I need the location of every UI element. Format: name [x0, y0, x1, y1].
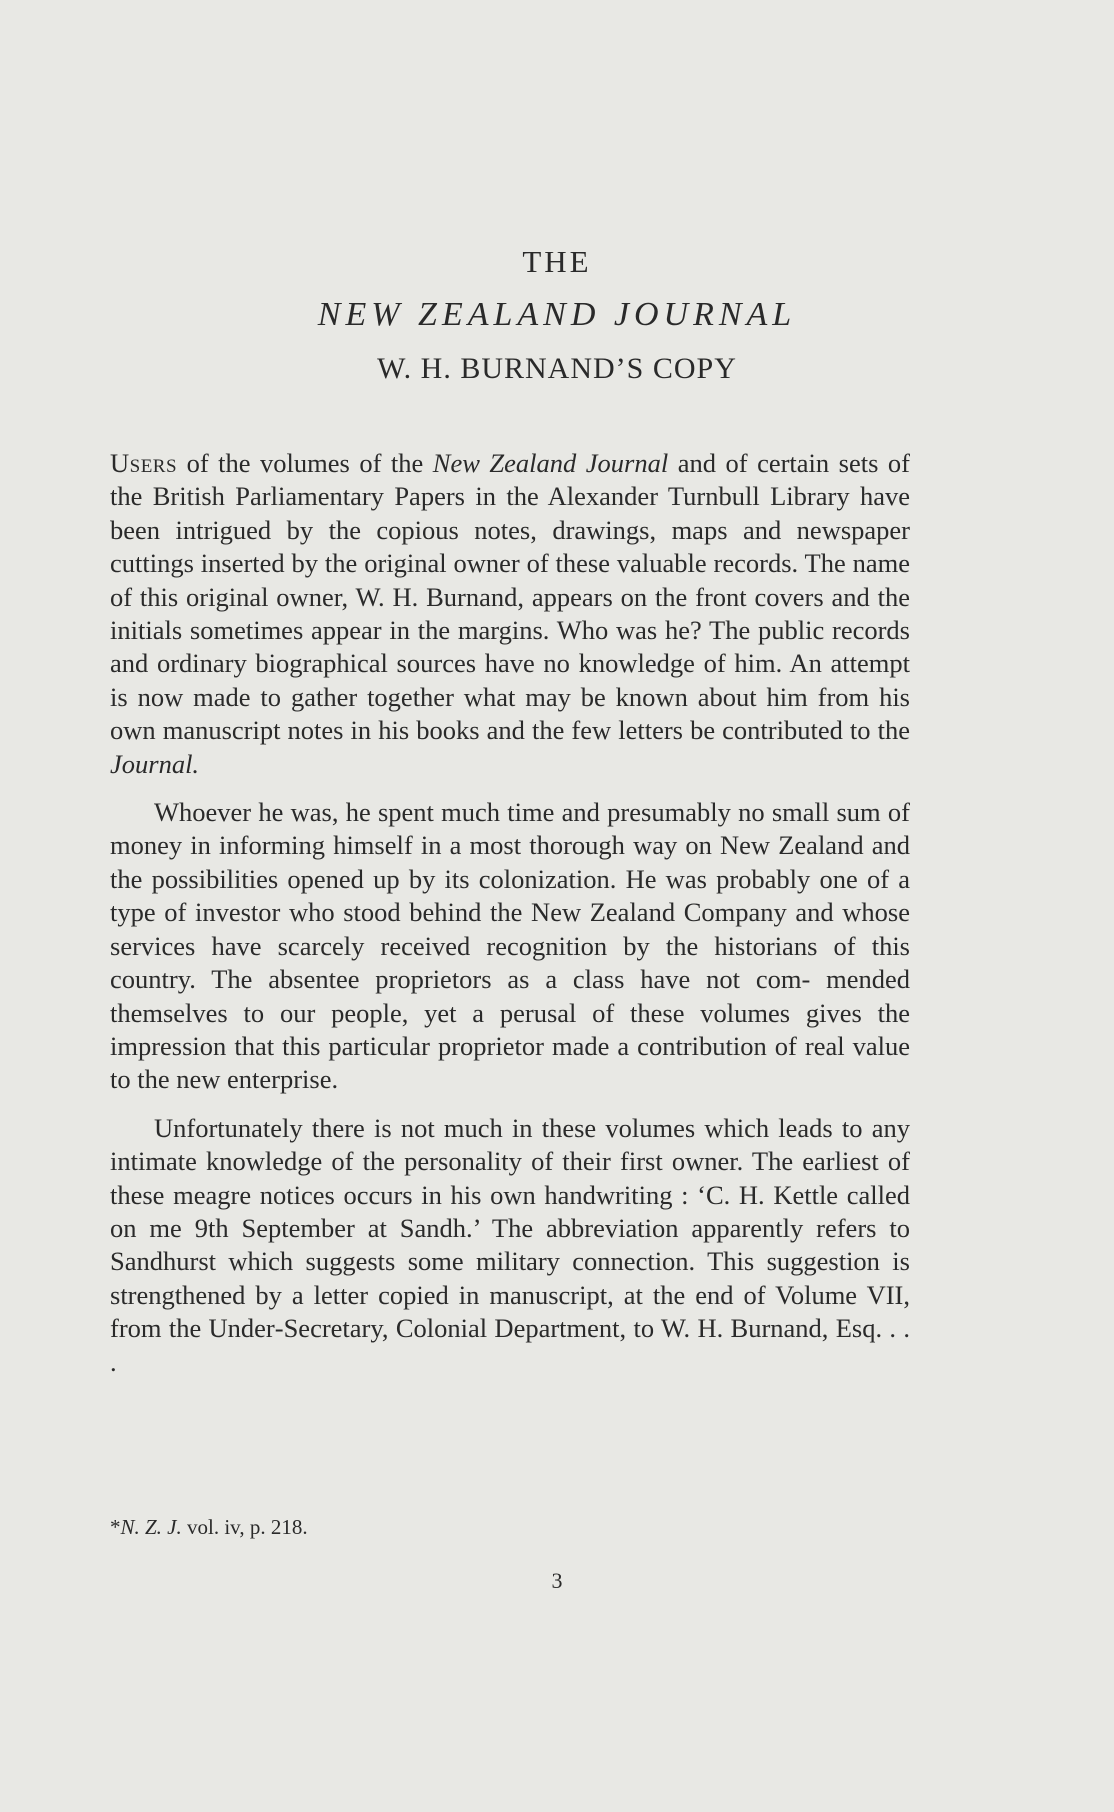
paragraph-1-italic-journal: Journal. — [110, 748, 200, 779]
heading-subtitle: W. H. BURNAND’S COPY — [377, 352, 737, 385]
paragraph-1-dropword: Users — [110, 448, 178, 478]
footnote-mark: * — [110, 1515, 121, 1539]
heading-journal-title: NEW ZEALAND JOURNAL — [317, 296, 797, 333]
paragraph-1-text-b: and of certain sets of the British Parliamentary Papers in the Alexander Turnbull Library have been intrigued by the copious notes, drawings, maps and newspaper cuttings inserted by the original owner of these valuable records. The name of this original owner, W. H. Burnand, appears on the front covers and the initials sometimes appear in the margins. Who was he? The public records and ordinary biographical sources have no knowledge of him. An attempt is now made to gather together what may be known about him from his own manuscript notes in his books and the few letters be contributed to the — [110, 448, 911, 746]
paragraph-1-text-a: of the volumes of the — [177, 448, 433, 478]
heading-the: THE — [522, 244, 592, 279]
paragraph-1-italic-title: New Zealand Journal — [432, 448, 669, 478]
paragraph-3: Unfortunately there is not much in these volumes which leads to any intimate knowledge of the personality of their first owner. The earliest of these meagre notices occurs in his own handwriting : ‘C. H. Kettle called on me 9th September at Sandh.’ The abbreviation apparently refers to Sandhurst which suggests some military connection. This suggestion is strengthened by a letter copied in manuscript, at the end of Volume VII, from the Under‑Secretary, Colonial Department, to W. H. Burnand, Esq. . . . — [110, 1112, 910, 1377]
page-number: 3 — [551, 1568, 563, 1593]
body-text — [110, 447, 910, 1379]
footnote-text: vol. iv, p. 218. — [181, 1515, 308, 1539]
paragraph-2: Whoever he was, he spent much time and presumably no small sum of money in informing himself in a most thorough way on New Zealand and the possibilities opened up by its colonization. He was probably one of a type of investor who stood behind the New Zealand Company and whose services have scarcely received recognition by the historians of this country. The absentee proprietors as a class have not com‑ mended themselves to our people, yet a perusal of these volumes gives the impression that this particular proprietor made a contribution of real value to the new enterprise. — [110, 797, 910, 1095]
footnote — [110, 1515, 308, 1540]
paragraph-1 — [110, 447, 910, 781]
footnote-source: N. Z. J. — [120, 1515, 182, 1539]
